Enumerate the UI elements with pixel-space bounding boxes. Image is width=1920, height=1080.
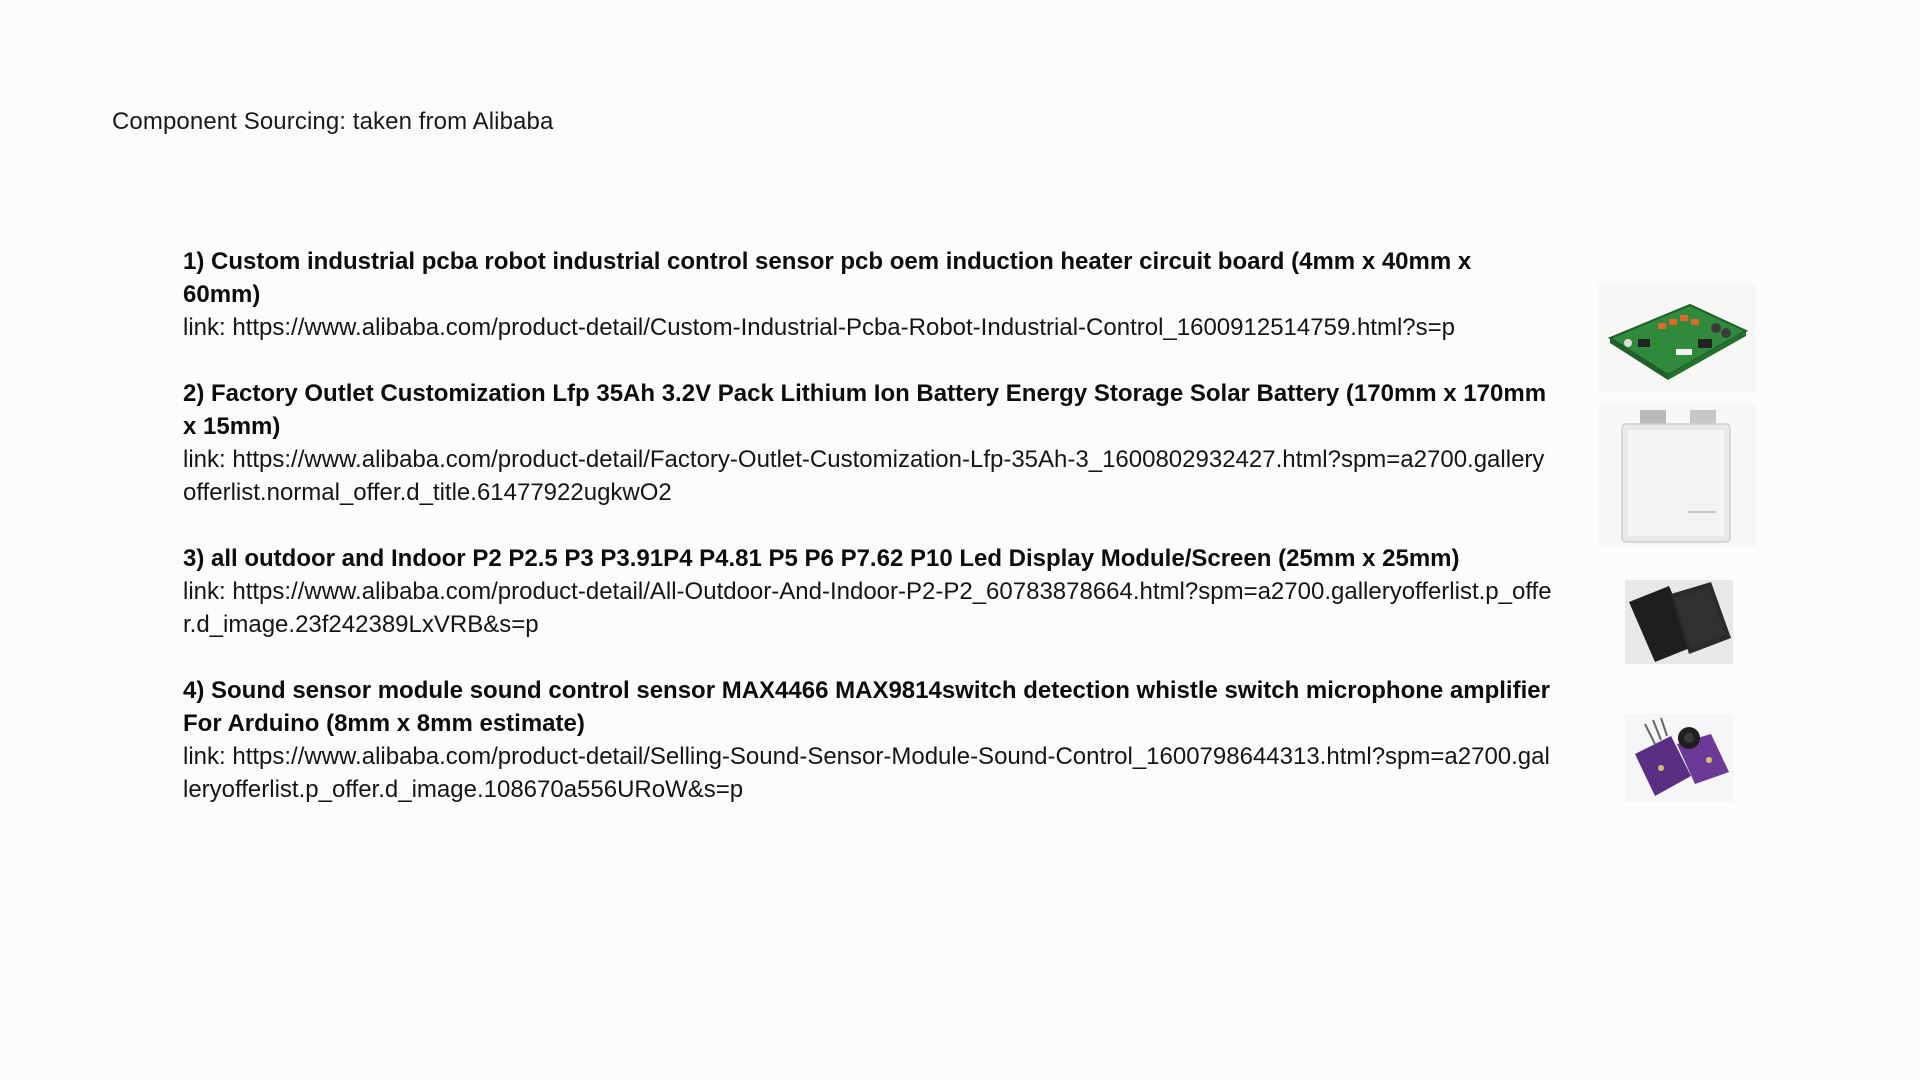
pcb-product-image — [1598, 283, 1756, 393]
item-title: 2) Factory Outlet Customization Lfp 35Ah 3.2V Pack Lithium Ion Battery Energy Storage Solar Battery (170mm x 170mm x 15mm) — [183, 380, 1547, 440]
item-title: 3) all outdoor and Indoor P2 P2.5 P3 P3.91P4 P4.81 P5 P6 P7.62 P10 Led Display Module/Screen (25mm x 25mm) — [183, 545, 1460, 572]
sound-sensor-product-image — [1625, 714, 1733, 802]
page-heading: Component Sourcing: taken from Alibaba — [112, 108, 554, 135]
list-item — [183, 377, 1553, 509]
led-module-product-image — [1625, 580, 1733, 664]
list-item — [183, 542, 1553, 641]
item-title: 4) Sound sensor module sound control sensor MAX4466 MAX9814switch detection whistle switch microphone amplifier For Arduino (8mm x 8mm estimate) — [183, 677, 1550, 737]
component-list — [183, 245, 1553, 839]
item-link[interactable]: link: https://www.alibaba.com/product-detail/Selling-Sound-Sensor-Module-Sound-Control_1600798644313.html?spm=a2700.galleryofferlist.p_offer.d_image.108670a556URoW&s=p — [183, 743, 1550, 803]
battery-product-image — [1598, 404, 1756, 547]
item-link[interactable]: link: https://www.alibaba.com/product-detail/Custom-Industrial-Pcba-Robot-Industrial-Control_1600912514759.html?s=p — [183, 314, 1455, 341]
list-item — [183, 674, 1553, 806]
list-item — [183, 245, 1553, 344]
item-link[interactable]: link: https://www.alibaba.com/product-detail/Factory-Outlet-Customization-Lfp-35Ah-3_1600802932427.html?spm=a2700.galleryofferlist.normal_offer.d_title.61477922ugkwO2 — [183, 446, 1545, 506]
item-title: 1) Custom industrial pcba robot industrial control sensor pcb oem induction heater circuit board (4mm x 40mm x 60mm) — [183, 248, 1472, 308]
item-link[interactable]: link: https://www.alibaba.com/product-detail/All-Outdoor-And-Indoor-P2-P2_60783878664.html?spm=a2700.galleryofferlist.p_offer.d_image.23f242389LxVRB&s=p — [183, 578, 1552, 638]
